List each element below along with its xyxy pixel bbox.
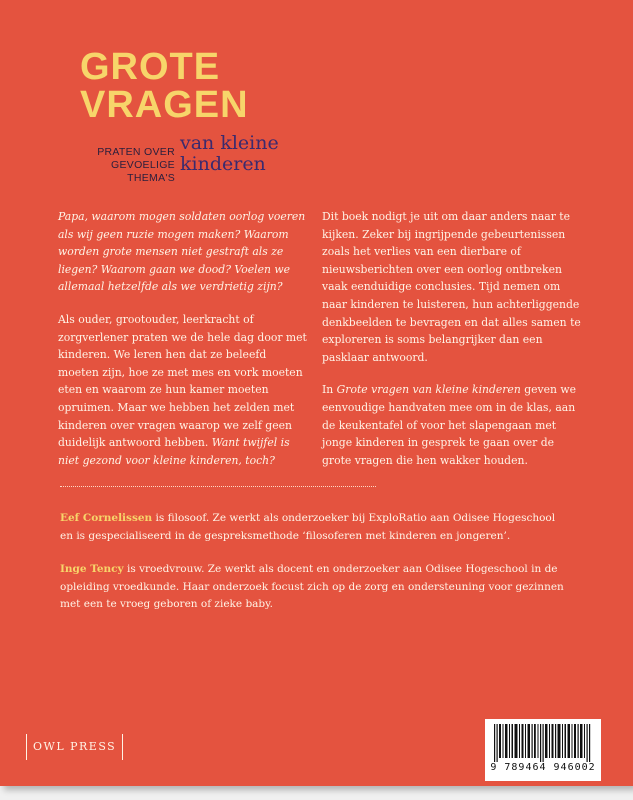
author-bio-text-1: is filosoof. Ze werkt als onderzoeker bij ExploRatio aan Odisee Hogeschool en is gespecialiseerd in de gespreksmethode ‘filosoferen met kinderen en jongeren’.	[60, 512, 556, 542]
author-name-2: Inge Tency	[60, 563, 124, 575]
blurb-paragraph-4-rest: geven we eenvoudige handvaten mee om in de klas, aan de keukentafel of voor het slapengaan met jonge kinderen in gesprek te gaan over de grote vragen die hen wakker houden.	[322, 383, 577, 467]
author-name-1: Eef Cornelissen	[60, 512, 153, 524]
subtitle-serif-line-1: van kleine	[180, 132, 279, 154]
isbn-number: 9 789464 946002	[490, 762, 596, 773]
blurb-paragraph-4-prefix: In	[322, 383, 334, 397]
subtitle-serif-line-2: kinderen	[180, 153, 266, 175]
publisher-logo: OWL PRESS	[26, 734, 123, 760]
subtitle-serif	[180, 133, 279, 175]
blurb-paragraph-2-text: Als ouder, grootouder, leerkracht of zorgverlener praten we de hele dag door met kinderen. We leren hen dat ze beleefd moeten zijn, hoe ze met mes en vork moeten eten en waarom ze hun kamer moeten opruimen. Maar we hebben het zelden met kinderen over vragen waarop we zelf geen duidelijk antwoord hebben.	[58, 312, 307, 450]
section-divider	[60, 486, 376, 487]
title-line-1: GROTE	[80, 46, 221, 88]
book-title	[80, 48, 249, 124]
blurb-paragraph-3: Dit boek nodigt je uit om daar anders naar te kijken. Zeker bij ingrijpende gebeurtenissen zoals het verlies van een dierbare of nieuwsberichten over een oorlog ontbreken vaak eenduidige conclusies. Tijd nemen om naar kinderen te luisteren, hun achterliggende denkbeelden te bevragen en dat alles samen te exploreren is soms belangrijker dan een pasklaar antwoord.	[322, 210, 581, 364]
subtitle-sans-line-2: GEVOELIGE THEMA'S	[111, 159, 175, 184]
barcode	[485, 719, 601, 781]
subtitle-sans	[77, 146, 175, 185]
author-bio-1	[60, 510, 565, 545]
title-line-2: VRAGEN	[80, 84, 249, 126]
blurb-paragraph-2	[58, 311, 308, 469]
intro-questions: Papa, waarom mogen soldaten oorlog voeren als wij geen ruzie mogen maken? Waarom worden grote mensen niet gestraft als ze liegen? Waarom gaan we dood? Voelen we allemaal hetzelfde als we verdrietig zijn?	[58, 210, 306, 294]
subtitle-sans-line-1: PRATEN OVER	[97, 146, 175, 158]
blurb-left-column	[58, 208, 308, 484]
author-bio-text-2: is vroedvrouw. Ze werkt als docent en onderzoeker aan Odisee Hogeschool in de opleiding vroedkunde. Haar onderzoek focust zich op de zorg en ondersteuning voor gezinnen met een te vroeg geboren of zieke baby.	[60, 563, 564, 610]
author-bio-2	[60, 561, 565, 614]
blurb-paragraph-2-italic: Want twijfel is niet gezond voor kleine kinderen, toch?	[58, 436, 290, 467]
book-title-inline: Grote vragen van kleine kinderen	[336, 383, 521, 397]
barcode-bars-icon	[494, 724, 592, 762]
blurb-right-column	[322, 208, 584, 484]
blurb-paragraph-4	[322, 381, 584, 469]
